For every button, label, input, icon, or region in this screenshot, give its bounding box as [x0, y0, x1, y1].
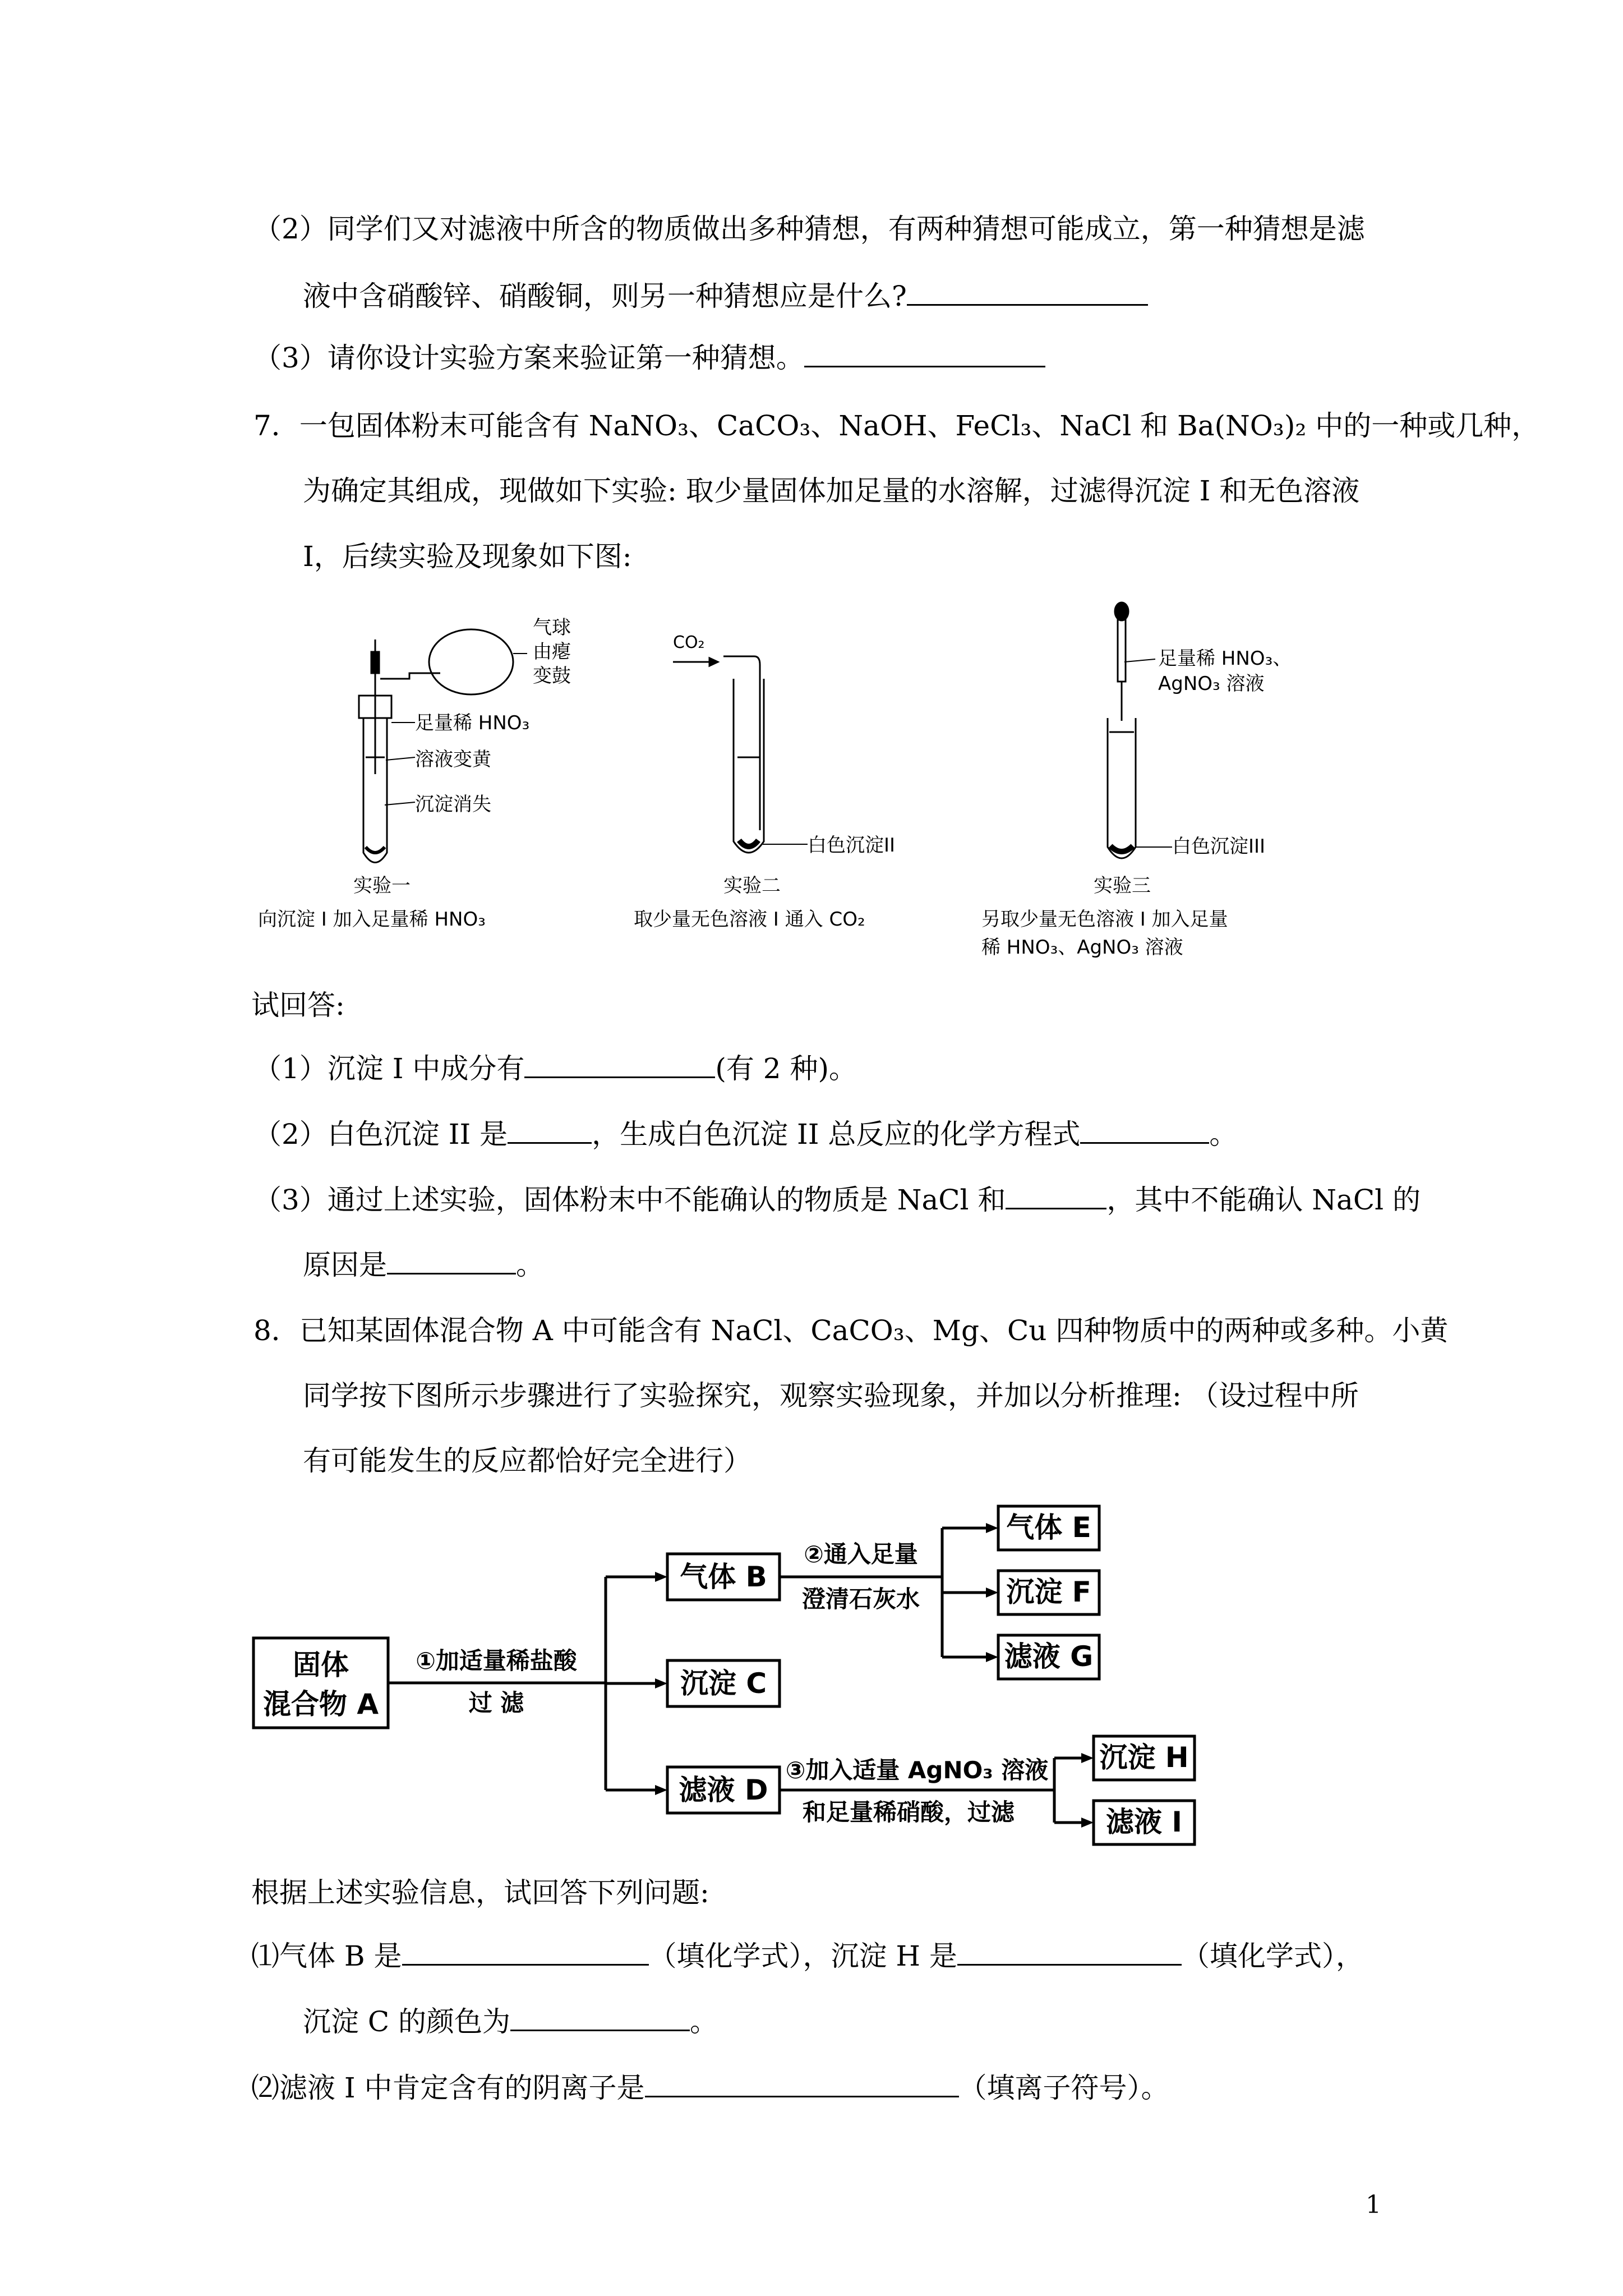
exp1-balloon-2: 由瘪 — [533, 641, 571, 663]
exp1-solution-label: 溶液变黄 — [415, 748, 491, 771]
q8-answer2: ⑵滤液 I 中肯定含有的阴离子是 （填离子符号）。 — [251, 2070, 1169, 2106]
answer-blank[interactable] — [804, 340, 1045, 367]
exp3-reagent-label-2: AgNO₃ 溶液 — [1158, 673, 1265, 695]
solid-a-line2: 混合物 A — [262, 1688, 379, 1720]
q7-stem-line1: 7．一包固体粉末可能含有 NaNO₃、CaCO₃、NaOH、FeCl₃、NaCl 和 Ba(NO₃)₂ 中的一种或几种， — [253, 409, 1540, 442]
step2-sublabel: 澄清石灰水 — [801, 1585, 920, 1613]
answer-blank[interactable] — [524, 1051, 715, 1078]
answer-blank[interactable] — [510, 2004, 690, 2031]
answer-blank[interactable] — [957, 1938, 1182, 1966]
exp2-precipitate-label: 白色沉淀II — [808, 834, 896, 857]
precipitate-f-label: 沉淀 F — [1006, 1576, 1091, 1608]
filtrate-i-label: 滤液 I — [1105, 1806, 1183, 1838]
q7-answer3-reason: 原因是 。 — [303, 1247, 544, 1283]
page-number: 1 — [1366, 2191, 1381, 2219]
exp2-apparatus — [673, 656, 808, 853]
exp1-balloon-1: 气球 — [533, 616, 571, 639]
q7-experiment-figure — [247, 589, 1324, 970]
q7-stem-line2: 为确定其组成，现做如下实验: 取少量固体加足量的水溶解，过滤得沉淀 I 和无色溶液 — [303, 475, 1360, 507]
q8-stem-line3: 有可能发生的反应都恰好完全进行） — [303, 1444, 751, 1477]
gas-b-label: 气体 B — [680, 1561, 767, 1593]
answer-blank[interactable] — [402, 1938, 649, 1966]
exp3-reagent-label-1: 足量稀 HNO₃、 — [1158, 647, 1292, 670]
q7-answer2: （2）白色沉淀 II 是 ，生成白色沉淀 II 总反应的化学方程式 。 — [253, 1116, 1237, 1152]
q6-part2-line2: 液中含硝酸锌、硝酸铜，则另一种猜想应是什么? — [303, 278, 1148, 314]
exp3-apparatus — [1108, 602, 1172, 858]
step1-label: ①加适量稀盐酸 — [416, 1647, 577, 1674]
q7-stem-line3: I，后续实验及现象如下图: — [303, 540, 632, 573]
precipitate-h-label: 沉淀 H — [1099, 1741, 1189, 1774]
answer-blank[interactable] — [645, 2070, 959, 2097]
q8-stem-line1: 8．已知某固体混合物 A 中可能含有 NaCl、CaCO₃、Mg、Cu 四种物质中的两种或多种。小黄 — [253, 1314, 1449, 1347]
precipitate-c-label: 沉淀 C — [680, 1667, 767, 1700]
answer-blank[interactable] — [1080, 1116, 1209, 1144]
q8-flowchart — [247, 1498, 1211, 1857]
q8-answer1: ⑴气体 B 是 （填化学式），沉淀 H 是 （填化学式）， — [251, 1938, 1364, 1974]
q7-answer3: （3）通过上述实验，固体粉末中不能确认的物质是 NaCl 和 ，其中不能确认 NaCl 的 — [253, 1182, 1421, 1218]
exp1-apparatus — [359, 629, 530, 863]
q8-answer1-color: 沉淀 C 的颜色为 。 — [303, 2004, 718, 2040]
step1-sublabel: 过 滤 — [468, 1689, 524, 1717]
q6-part2-line1: （2）同学们又对滤液中所含的物质做出多种猜想，有两种猜想可能成立，第一种猜想是滤 — [253, 213, 1365, 245]
filtrate-d-label: 滤液 D — [679, 1774, 768, 1806]
exp2-name: 实验二 — [723, 875, 781, 897]
q7-ask: 试回答: — [251, 989, 345, 1022]
answer-blank[interactable] — [907, 278, 1148, 306]
step3-sublabel: 和足量稀硝酸，过滤 — [802, 1798, 1015, 1826]
exp3-name: 实验三 — [1094, 875, 1151, 897]
solid-a-line1: 固体 — [293, 1649, 349, 1681]
filtrate-g-label: 滤液 G — [1004, 1640, 1094, 1673]
answer-blank[interactable] — [508, 1116, 592, 1144]
exp1-caption: 向沉淀 I 加入足量稀 HNO₃ — [258, 908, 486, 931]
exp3-caption-2: 稀 HNO₃、AgNO₃ 溶液 — [981, 936, 1183, 959]
exp1-precipitate-label: 沉淀消失 — [415, 793, 491, 816]
q6-part3: （3）请你设计实验方案来验证第一种猜想。 — [253, 340, 1045, 376]
step3-label: ③加入适量 AgNO₃ 溶液 — [785, 1756, 1049, 1784]
gas-e-label: 气体 E — [1006, 1511, 1091, 1544]
exp2-gas-label: CO₂ — [673, 633, 705, 652]
q8-intro: 根据上述实验信息，试回答下列问题: — [251, 1876, 709, 1909]
exp1-name: 实验一 — [353, 875, 411, 897]
exp3-precipitate-label: 白色沉淀III — [1172, 835, 1266, 858]
exp2-caption: 取少量无色溶液 I 通入 CO₂ — [634, 908, 865, 931]
exp1-balloon-3: 变鼓 — [533, 665, 571, 687]
q7-answer1: （1）沉淀 I 中成分有 (有 2 种)。 — [253, 1051, 857, 1087]
step2-label: ②通入足量 — [804, 1540, 918, 1568]
exp1-acid-label: 足量稀 HNO₃ — [415, 712, 530, 734]
q8-stem-line2: 同学按下图所示步骤进行了实验探究，观察实验现象，并加以分析推理: （设过程中所 — [303, 1379, 1359, 1412]
exp3-caption-1: 另取少量无色溶液 I 加入足量 — [981, 908, 1228, 931]
answer-blank[interactable] — [387, 1247, 516, 1274]
answer-blank[interactable] — [1006, 1182, 1106, 1209]
